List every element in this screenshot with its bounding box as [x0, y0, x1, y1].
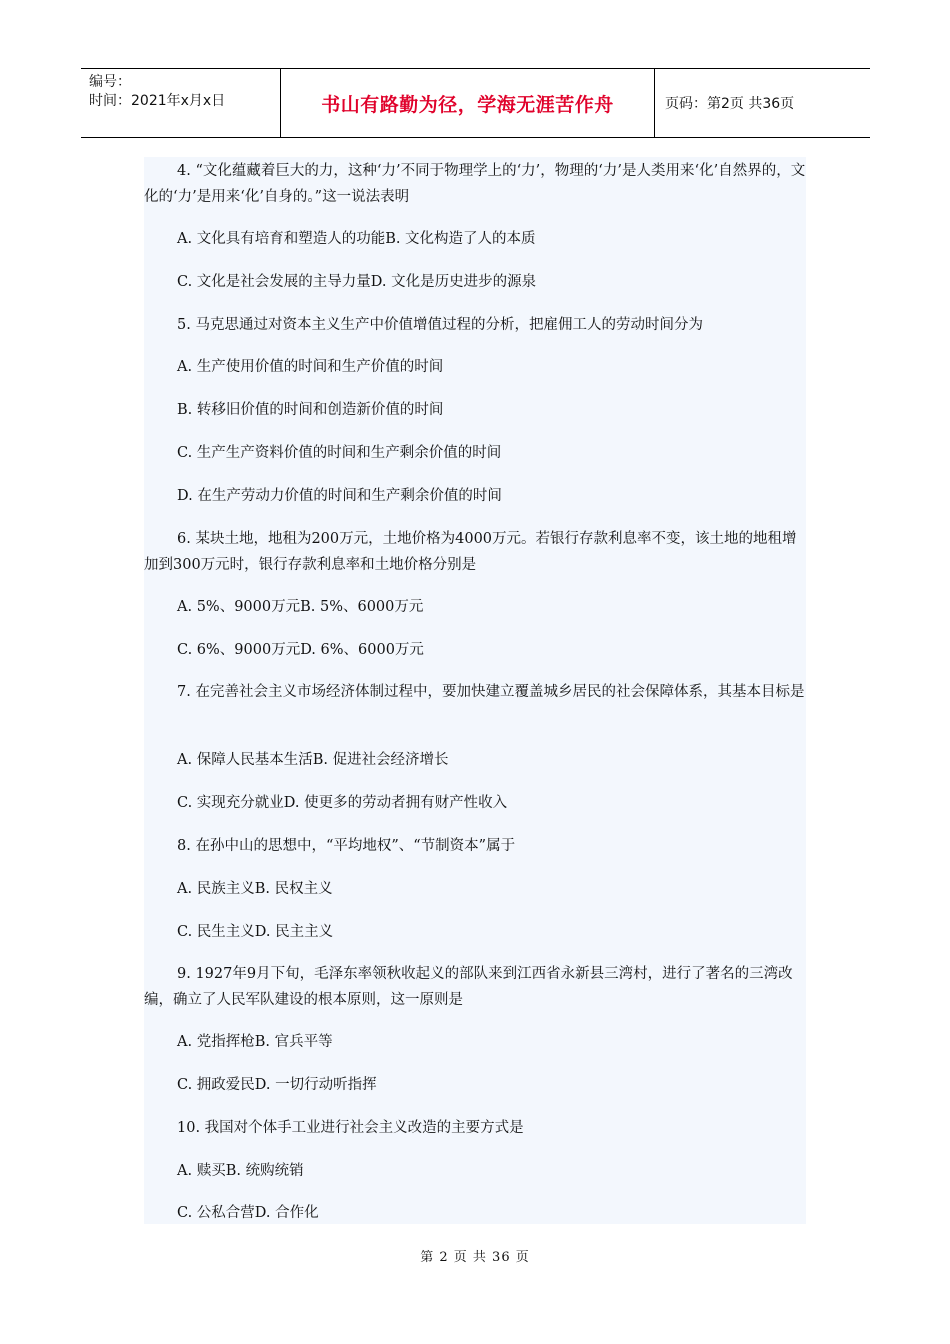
- question-5: 5. 马克思通过对资本主义生产中价值增值过程的分析，把雇佣工人的劳动时间分为: [177, 317, 703, 333]
- question-9-options-ab: A. 党指挥枪B. 官兵平等: [177, 1034, 333, 1050]
- question-10: 10. 我国对个体手工业进行社会主义改造的主要方式是: [177, 1120, 524, 1136]
- header-meta: [81, 69, 281, 137]
- page-footer: 第 2 页 共 36 页: [420, 1250, 530, 1265]
- question-8-options-cd: C. 民生主义D. 民主主义: [177, 924, 334, 940]
- question-8-options-ab: A. 民族主义B. 民权主义: [177, 881, 333, 897]
- question-8: 8. 在孙中山的思想中，“平均地权”、“节制资本”属于: [177, 838, 516, 854]
- page-header: [81, 68, 870, 138]
- question-7: 7. 在完善社会主义市场经济体制过程中，要加快建立覆盖城乡居民的社会保障体系，其基本目标是: [177, 684, 805, 700]
- question-5-option-d: D. 在生产劳动力价值的时间和生产剩余价值的时间: [177, 488, 502, 504]
- document-date: 时间：2021年x月x日: [89, 93, 226, 109]
- question-4-options-cd: C. 文化是社会发展的主导力量D. 文化是历史进步的源泉: [177, 274, 537, 290]
- question-7-options-cd: C. 实现充分就业D. 使更多的劳动者拥有财产性收入: [177, 795, 508, 811]
- question-9: 9. 1927年9月下旬，毛泽东率领秋收起义的部队来到江西省永新县三湾村，进行了著名的三湾改编，确立了人民军队建设的根本原则，这一原则是: [144, 966, 793, 1008]
- question-6-options-ab: A. 5%、9000万元B. 5%、6000万元: [177, 599, 424, 615]
- question-5-option-c: C. 生产生产资料价值的时间和生产剩余价值的时间: [177, 445, 502, 461]
- question-10-options-ab: A. 赎买B. 统购统销: [177, 1163, 304, 1179]
- document-number-label: 编号：: [89, 74, 131, 90]
- header-motto: 书山有路勤为径，学海无涯苦作舟: [281, 69, 655, 137]
- question-5-option-a: A. 生产使用价值的时间和生产价值的时间: [177, 359, 444, 375]
- question-4: 4. “文化蕴藏着巨大的力，这种‘力’不同于物理学上的‘力’，物理的‘力’是人类用来‘化’自然界的，文化的‘力’是用来‘化’自身的。”这一说法表明: [144, 163, 806, 205]
- question-content: [144, 157, 806, 1224]
- question-6-options-cd: C. 6%、9000万元D. 6%、6000万元: [177, 642, 424, 658]
- question-7-options-ab: A. 保障人民基本生活B. 促进社会经济增长: [177, 752, 449, 768]
- question-9-options-cd: C. 拥政爱民D. 一切行动听指挥: [177, 1077, 377, 1093]
- question-6: 6. 某块土地，地租为200万元，土地价格为4000万元。若银行存款利息率不变，该土地的地租增加到300万元时，银行存款利息率和土地价格分别是: [144, 531, 797, 573]
- question-4-options-ab: A. 文化具有培育和塑造人的功能B. 文化构造了人的本质: [177, 231, 536, 247]
- question-5-option-b: B. 转移旧价值的时间和创造新价值的时间: [177, 402, 444, 418]
- header-page-code: 页码：第2页 共36页: [665, 96, 795, 112]
- question-10-options-cd: C. 公私合营D. 合作化: [177, 1205, 319, 1221]
